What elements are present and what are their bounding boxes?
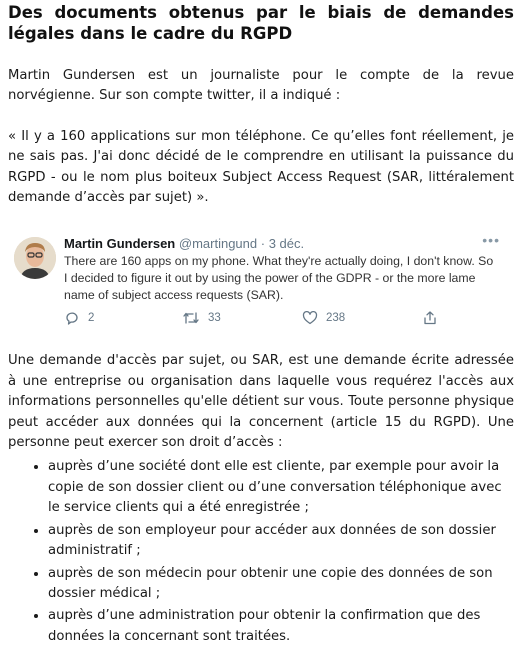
tweet-separator: ·	[257, 236, 269, 252]
like-count: 238	[326, 312, 346, 325]
embedded-tweet[interactable]	[8, 230, 514, 342]
intro-paragraph: Martin Gundersen est un journaliste pour le compte de la revue norvégienne. Sur son compte twitter, il a indiqué :	[8, 68, 514, 104]
tweet-date[interactable]: 3 déc.	[268, 236, 305, 252]
article-title: Des documents obtenus par le biais de demandes légales dans le cadre du RGPD	[8, 3, 514, 43]
retweet-count: 33	[208, 312, 221, 325]
avatar[interactable]	[14, 237, 56, 279]
list-item: • auprès de son employeur pour accéder aux données de son dossier administratif ;	[48, 520, 514, 562]
list-item: • auprès d’une société dont elle est cliente, par exemple pour avoir la copie de son dossier client ou d’une conversation téléphonique avec le service clients qui a été enregistrée ;	[48, 456, 514, 518]
tweet-text: There are 160 apps on my phone. What they're actually doing, I don't know. So I decided to figure it out by using the power of the GDPR - or the more lame name of subject access requests (SAR).	[64, 254, 494, 303]
heart-icon	[302, 310, 318, 326]
tweet-actions	[64, 310, 444, 330]
tweet-handle[interactable]: @martingund	[178, 236, 258, 252]
tweet-header	[64, 236, 304, 252]
list-item: • auprès de son médecin pour obtenir une copie des données de son dossier médical ;	[48, 563, 514, 605]
retweet-icon	[182, 310, 200, 326]
reply-icon	[64, 310, 80, 326]
share-button[interactable]	[422, 310, 438, 326]
retweet-button[interactable]	[182, 310, 221, 326]
reply-count: 2	[88, 312, 95, 325]
more-options-icon[interactable]: •••	[482, 232, 500, 249]
list-item: • auprès d’une administration pour obtenir la confirmation que des données la concernant sont traitées.	[48, 605, 514, 647]
quote-paragraph: « Il y a 160 applications sur mon téléphone. Ce qu’elles font réellement, je ne sais pas. J'ai donc décidé de le comprendre en utilisant la puissance du RGPD - ou le nom plus boiteux Subject Access Request (SAR, littéralement demande d’accès par sujet) ».	[8, 128, 514, 206]
like-button[interactable]	[302, 310, 345, 326]
body-paragraph: Une demande d'accès par sujet, ou SAR, est une demande écrite adressée à une entreprise ou organisation dans laquelle vous requérez l'accès aux informations personnelles qu'elle détient sur vous. Toute personne physique peut accéder aux données qui la concernent (article 15 du RGPD). Une personne peut exercer son droit d’accès :	[8, 353, 514, 451]
share-icon	[422, 310, 438, 326]
tweet-author-name[interactable]: Martin Gundersen	[64, 236, 176, 252]
bullet-list	[8, 456, 514, 647]
reply-button[interactable]	[64, 310, 94, 326]
